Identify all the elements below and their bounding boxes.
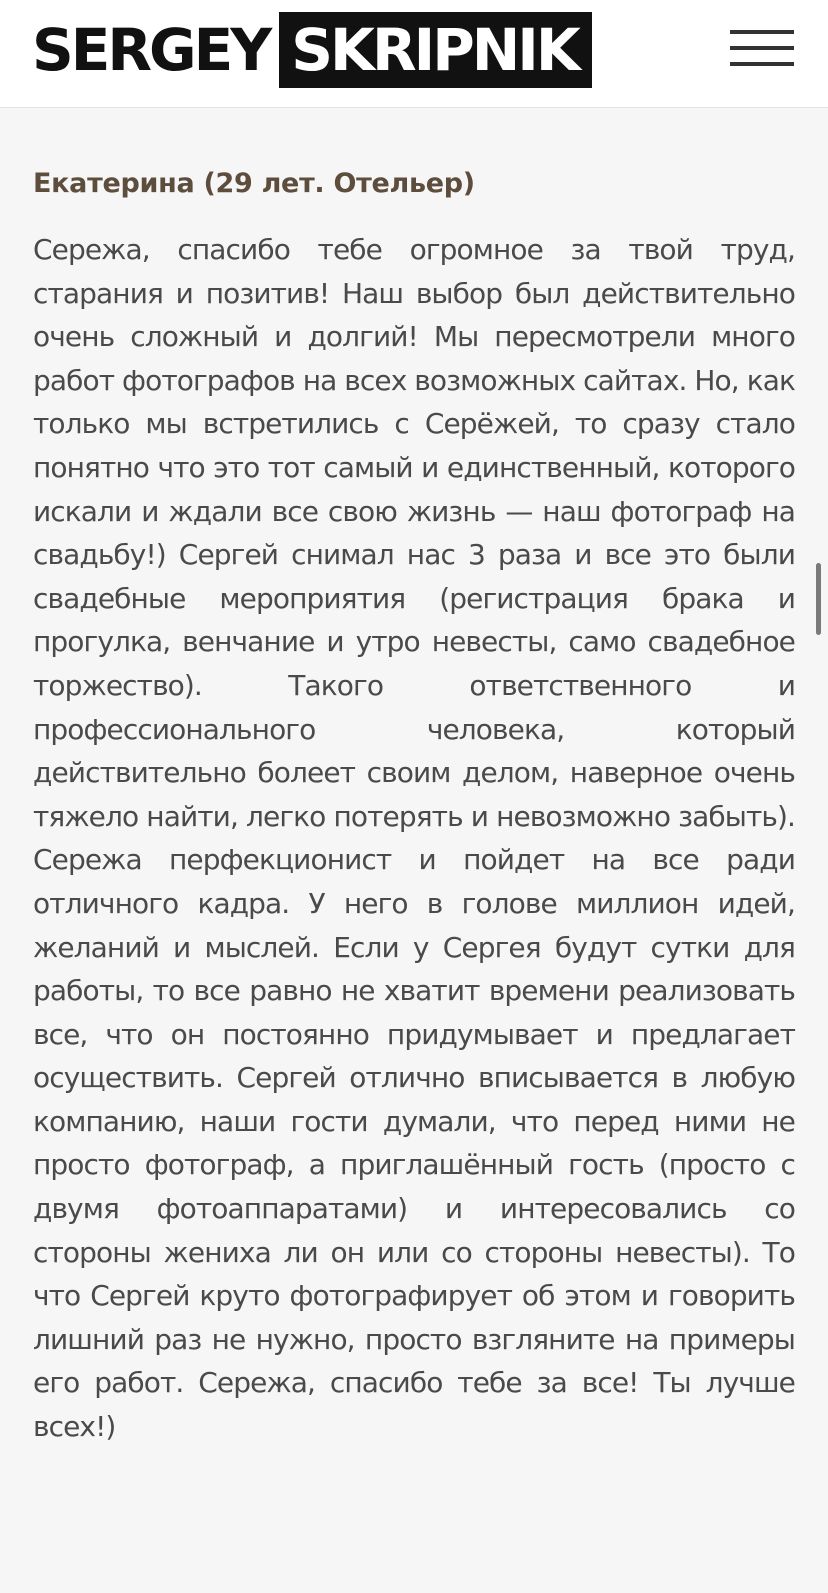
review-text: Сережа, спасибо тебе огромное за твой труд, старания и позитив! Наш выбор был действительно очень сложный и долгий! Мы пересмотрели много работ фотографов на всех возможных сайтах. Но, как только мы встретились с Серёжей, то сразу стало понятно что это тот самый и единственный, которого искали и ждали все свою жизнь — наш фотограф на свадьбу!) Сергей снимал нас 3 раза и все это были свадебные мероприятия (регистрация брака и прогулка, венчание и утро невесты, само свадебное торжество). Такого ответственного и профессионального человека, который действительно болеет своим делом, наверное очень тяжело найти, легко потерять и невозможно забыть). Сережа перфекционист и пойдет на все ради отличного кадра. У него в голове миллион идей, желаний и мыслей. Если у Сергея будут сутки для работы, то все равно не хватит времени реализовать все, что он постоянно придумывает и предлагает осуществить. Сергей отлично вписывается в любую компанию, наши гости думали, что перед ними не просто фотограф, а приглашённый гость (просто с двумя фотоаппаратами) и интересовались со стороны жениха ли он или со стороны невесты). То что Сергей круто фотографирует об этом и говорить лишний раз не нужно, просто взгляните на примеры его работ. Сережа, спасибо тебе за все! Ты лучше всех!) <box>33 233 795 1444</box>
logo-second-word: SKRIPNIK <box>279 12 592 88</box>
review-author: Екатерина (29 лет. Отельер) <box>33 168 475 199</box>
hamburger-menu-icon[interactable] <box>730 28 796 70</box>
logo-first-word: SERGEY <box>32 16 270 84</box>
menu-bar <box>730 46 794 50</box>
menu-bar <box>730 30 794 34</box>
scrollbar-thumb[interactable] <box>816 563 821 635</box>
review-section <box>33 160 795 1449</box>
menu-bar <box>730 62 794 66</box>
site-header <box>0 0 828 108</box>
site-logo[interactable] <box>32 12 592 88</box>
